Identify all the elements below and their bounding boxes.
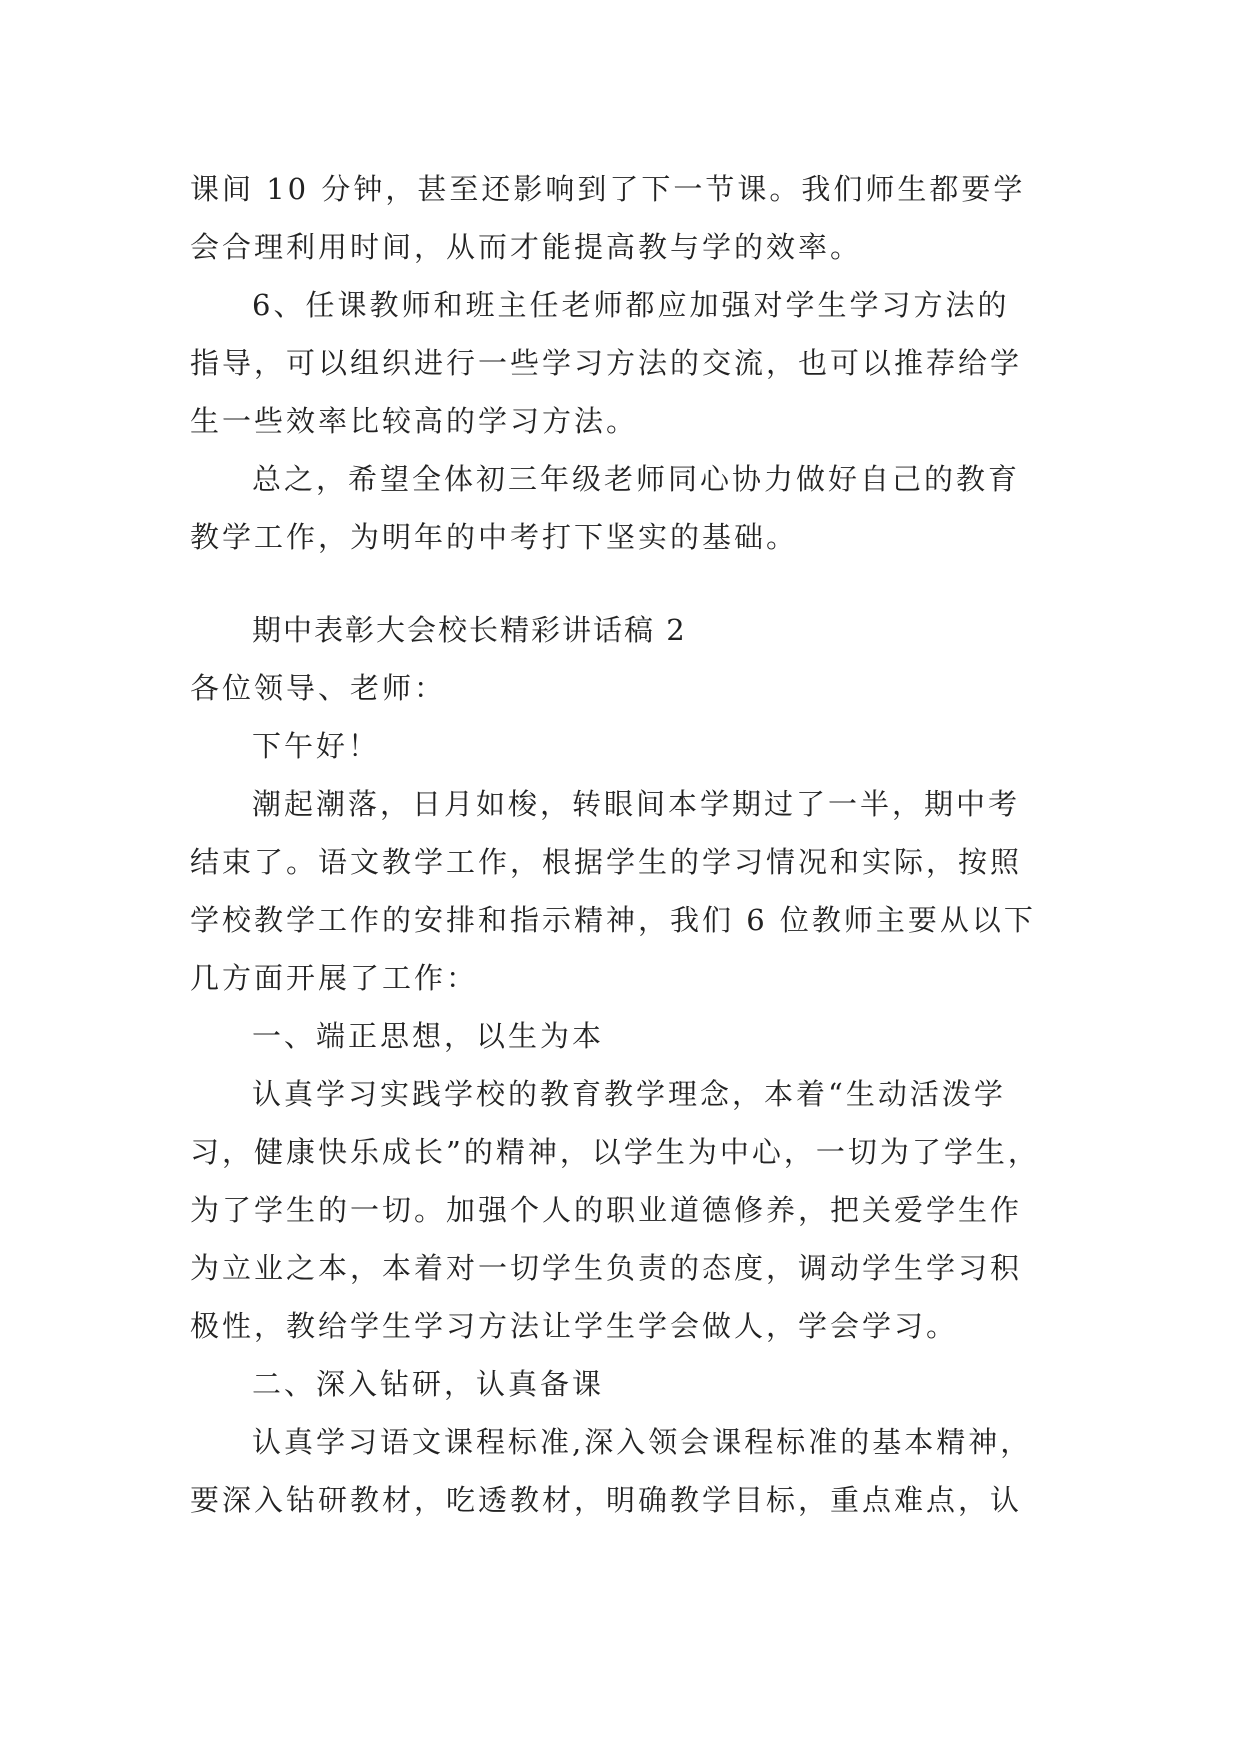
text-line: 学校教学工作的安排和指示精神，我们 6 位教师主要从以下 [190, 903, 1036, 937]
text-line: 认真学习实践学校的教育教学理念，本着“生动活泼学 [252, 1077, 1006, 1111]
text-line: 认真学习语文课程标准,深入领会课程标准的基本精神， [252, 1425, 1033, 1459]
text-line: 习，健康快乐成长”的精神，以学生为中心，一切为了学生， [190, 1135, 1040, 1169]
text-block-previous-section [190, 160, 1050, 566]
text-line: 为了学生的一切。加强个人的职业道德修养，把关爱学生作 [190, 1193, 1023, 1227]
section-gap [190, 566, 1050, 601]
text-line: 教学工作，为明年的中考打下坚实的基础。 [190, 520, 799, 554]
text-line: 6、任课教师和班主任老师都应加强对学生学习方法的 [252, 288, 1010, 322]
text-line: 极性，教给学生学习方法让学生学会做人，学会学习。 [190, 1309, 959, 1343]
text-block-speech [190, 659, 1050, 1529]
text-line: 一、端正思想，以生为本 [252, 1019, 605, 1053]
text-line: 为立业之本，本着对一切学生负责的态度，调动学生学习积 [190, 1251, 1023, 1285]
text-line: 要深入钻研教材，吃透教材，明确教学目标，重点难点，认 [190, 1483, 1023, 1517]
text-line: 各位领导、老师： [190, 671, 447, 705]
text-line: 总之，希望全体初三年级老师同心协力做好自己的教育 [252, 462, 1021, 496]
text-line: 课间 10 分钟，甚至还影响到了下一节课。我们师生都要学 [190, 172, 1026, 206]
section-title: 期中表彰大会校长精彩讲话稿 2 [252, 613, 687, 647]
text-line: 下午好！ [252, 729, 381, 763]
document-body [190, 160, 1050, 1529]
text-line: 指导，可以组织进行一些学习方法的交流，也可以推荐给学 [190, 346, 1023, 380]
text-line: 结束了。语文教学工作，根据学生的学习情况和实际，按照 [190, 845, 1023, 879]
text-line: 会合理利用时间，从而才能提高教与学的效率。 [190, 230, 863, 264]
text-line: 潮起潮落，日月如梭，转眼间本学期过了一半，期中考 [252, 787, 1021, 821]
text-line: 几方面开展了工作： [190, 961, 479, 995]
text-line: 二、深入钻研，认真备课 [252, 1367, 605, 1401]
text-line: 生一些效率比较高的学习方法。 [190, 404, 639, 438]
